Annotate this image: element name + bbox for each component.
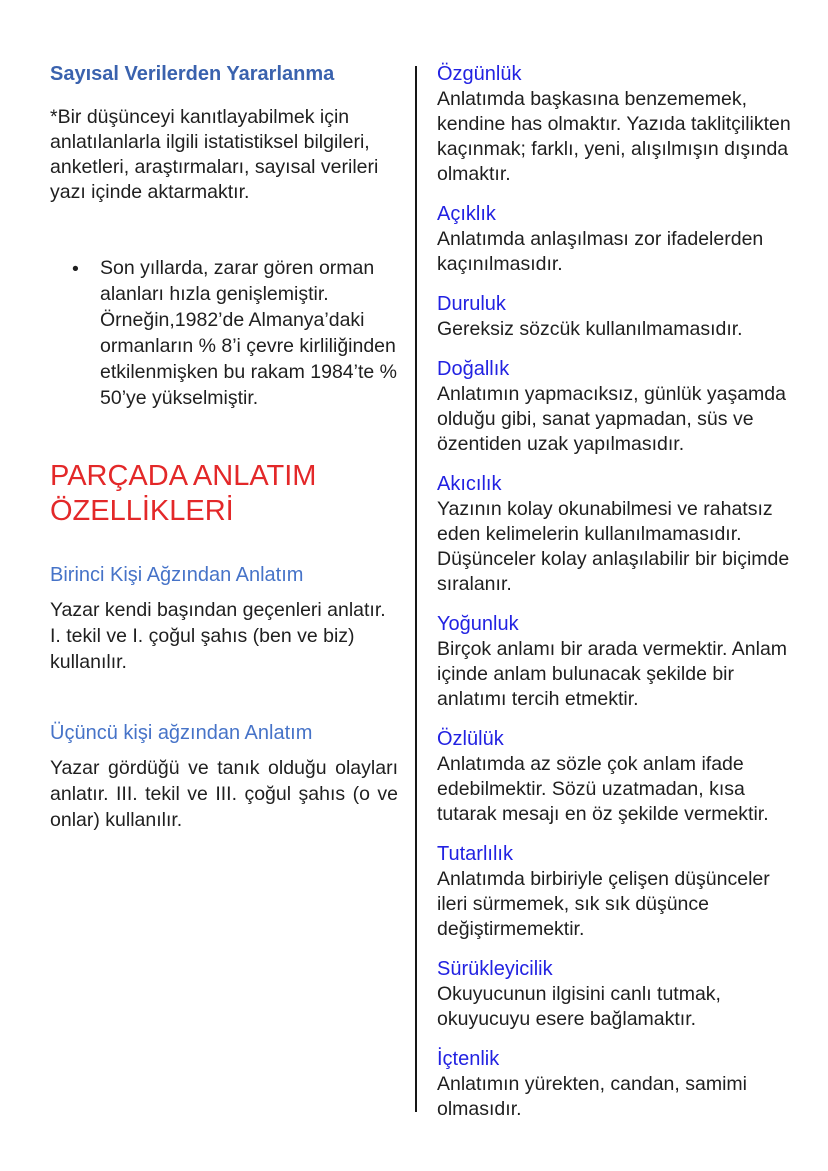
section-yogunluk [437,612,803,712]
heading-ucuncu-kisi: Üçüncü kişi ağzından Anlatım [50,722,313,744]
body-tutarlilik: Anlatımda birbiriyle çelişen düşünceler ileri sürmemek, sık sık düşünce değiştirmemektir. [437,868,770,940]
heading-tutarlilik: Tutarlılık [437,843,513,865]
body-ozgunluk: Anlatımda başkasına benzememek, kendine has olmaktır. Yazıda taklitçilikten kaçınmak; farklı, yeni, alışılmışın dışında olmaktır. [437,88,791,185]
heading-aciklik: Açıklık [437,203,496,225]
section-ozgunluk [437,62,803,187]
section-aciklik [437,202,803,277]
heading-sayisal-veriler: Sayısal Verilerden Yararlanma [50,63,335,85]
body-dogallik: Anlatımın yapmacıksız, günlük yaşamda olduğu gibi, sanat yapmadan, süs ve özentiden uzak yapılmasıdır. [437,383,786,455]
body-ozluluk: Anlatımda az sözle çok anlam ifade edebilmektir. Sözü uzatmadan, kısa tutarak mesajı en öz şekilde vermektir. [437,753,769,825]
right-column [437,62,803,1137]
section-surukleyicilik [437,957,803,1032]
section-ozluluk [437,727,803,827]
section-tutarlilik [437,842,803,942]
heading-ozgunluk: Özgünlük [437,63,522,85]
left-column [50,62,398,833]
section-akicilik [437,472,803,597]
main-title-parcada-anlatim: PARÇADA ANLATIM ÖZELLİKLERİ [50,460,317,527]
heading-ozluluk: Özlülük [437,728,504,750]
paragraph-sayisal-veriler: *Bir düşünceyi kanıtlayabilmek için anlatılanlarla ilgili istatistiksel bilgileri, anketleri, araştırmaları, sayısal verileri yazı içinde aktarmaktır. [50,106,379,203]
paragraph-ucuncu-kisi: Yazar gördüğü ve tanık olduğu olayları anlatır. III. tekil ve III. çoğul şahıs (o ve onlar) kullanılır. [50,757,398,831]
heading-duruluk: Duruluk [437,293,506,315]
heading-birinci-kisi: Birinci Kişi Ağzından Anlatım [50,564,304,586]
bullet-icon: • [72,258,79,280]
bullet-list [50,255,398,411]
heading-akicilik: Akıcılık [437,473,502,495]
heading-surukleyicilik: Sürükleyicilik [437,958,553,980]
bullet-text-orman: Son yıllarda, zarar gören orman alanları hızla genişlemiştir. Örneğin,1982’de Almanya’daki ormanların % 8’i çevre kirliliğinden etkilenmişken bu rakam 1984’te % 50’ye yükselmiştir. [100,257,397,409]
body-akicilik: Yazının kolay okunabilmesi ve rahatsız eden kelimelerin kullanılmamasıdır. Düşünceler kolay anlaşılabilir bir biçimde sıralanır. [437,498,790,595]
column-divider [415,66,417,1112]
section-dogallik [437,357,803,457]
body-aciklik: Anlatımda anlaşılması zor ifadelerden kaçınılmasıdır. [437,228,764,275]
heading-yogunluk: Yoğunluk [437,613,519,635]
body-ictenlik: Anlatımın yürekten, candan, samimi olmasıdır. [437,1073,747,1120]
bullet-item-orman [72,255,398,411]
body-yogunluk: Birçok anlamı bir arada vermektir. Anlam içinde anlam bulunacak şekilde bir anlatımı tercih etmektir. [437,638,788,710]
heading-dogallik: Doğallık [437,358,510,380]
body-duruluk: Gereksiz sözcük kullanılmamasıdır. [437,318,743,340]
body-surukleyicilik: Okuyucunun ilgisini canlı tutmak, okuyucuyu esere bağlamaktır. [437,983,721,1030]
heading-ictenlik: İçtenlik [437,1048,500,1070]
section-duruluk [437,292,803,342]
paragraph-birinci-kisi: Yazar kendi başından geçenleri anlatır. I. tekil ve I. çoğul şahıs (ben ve biz) kullanılır. [50,599,386,673]
section-ictenlik [437,1047,803,1122]
